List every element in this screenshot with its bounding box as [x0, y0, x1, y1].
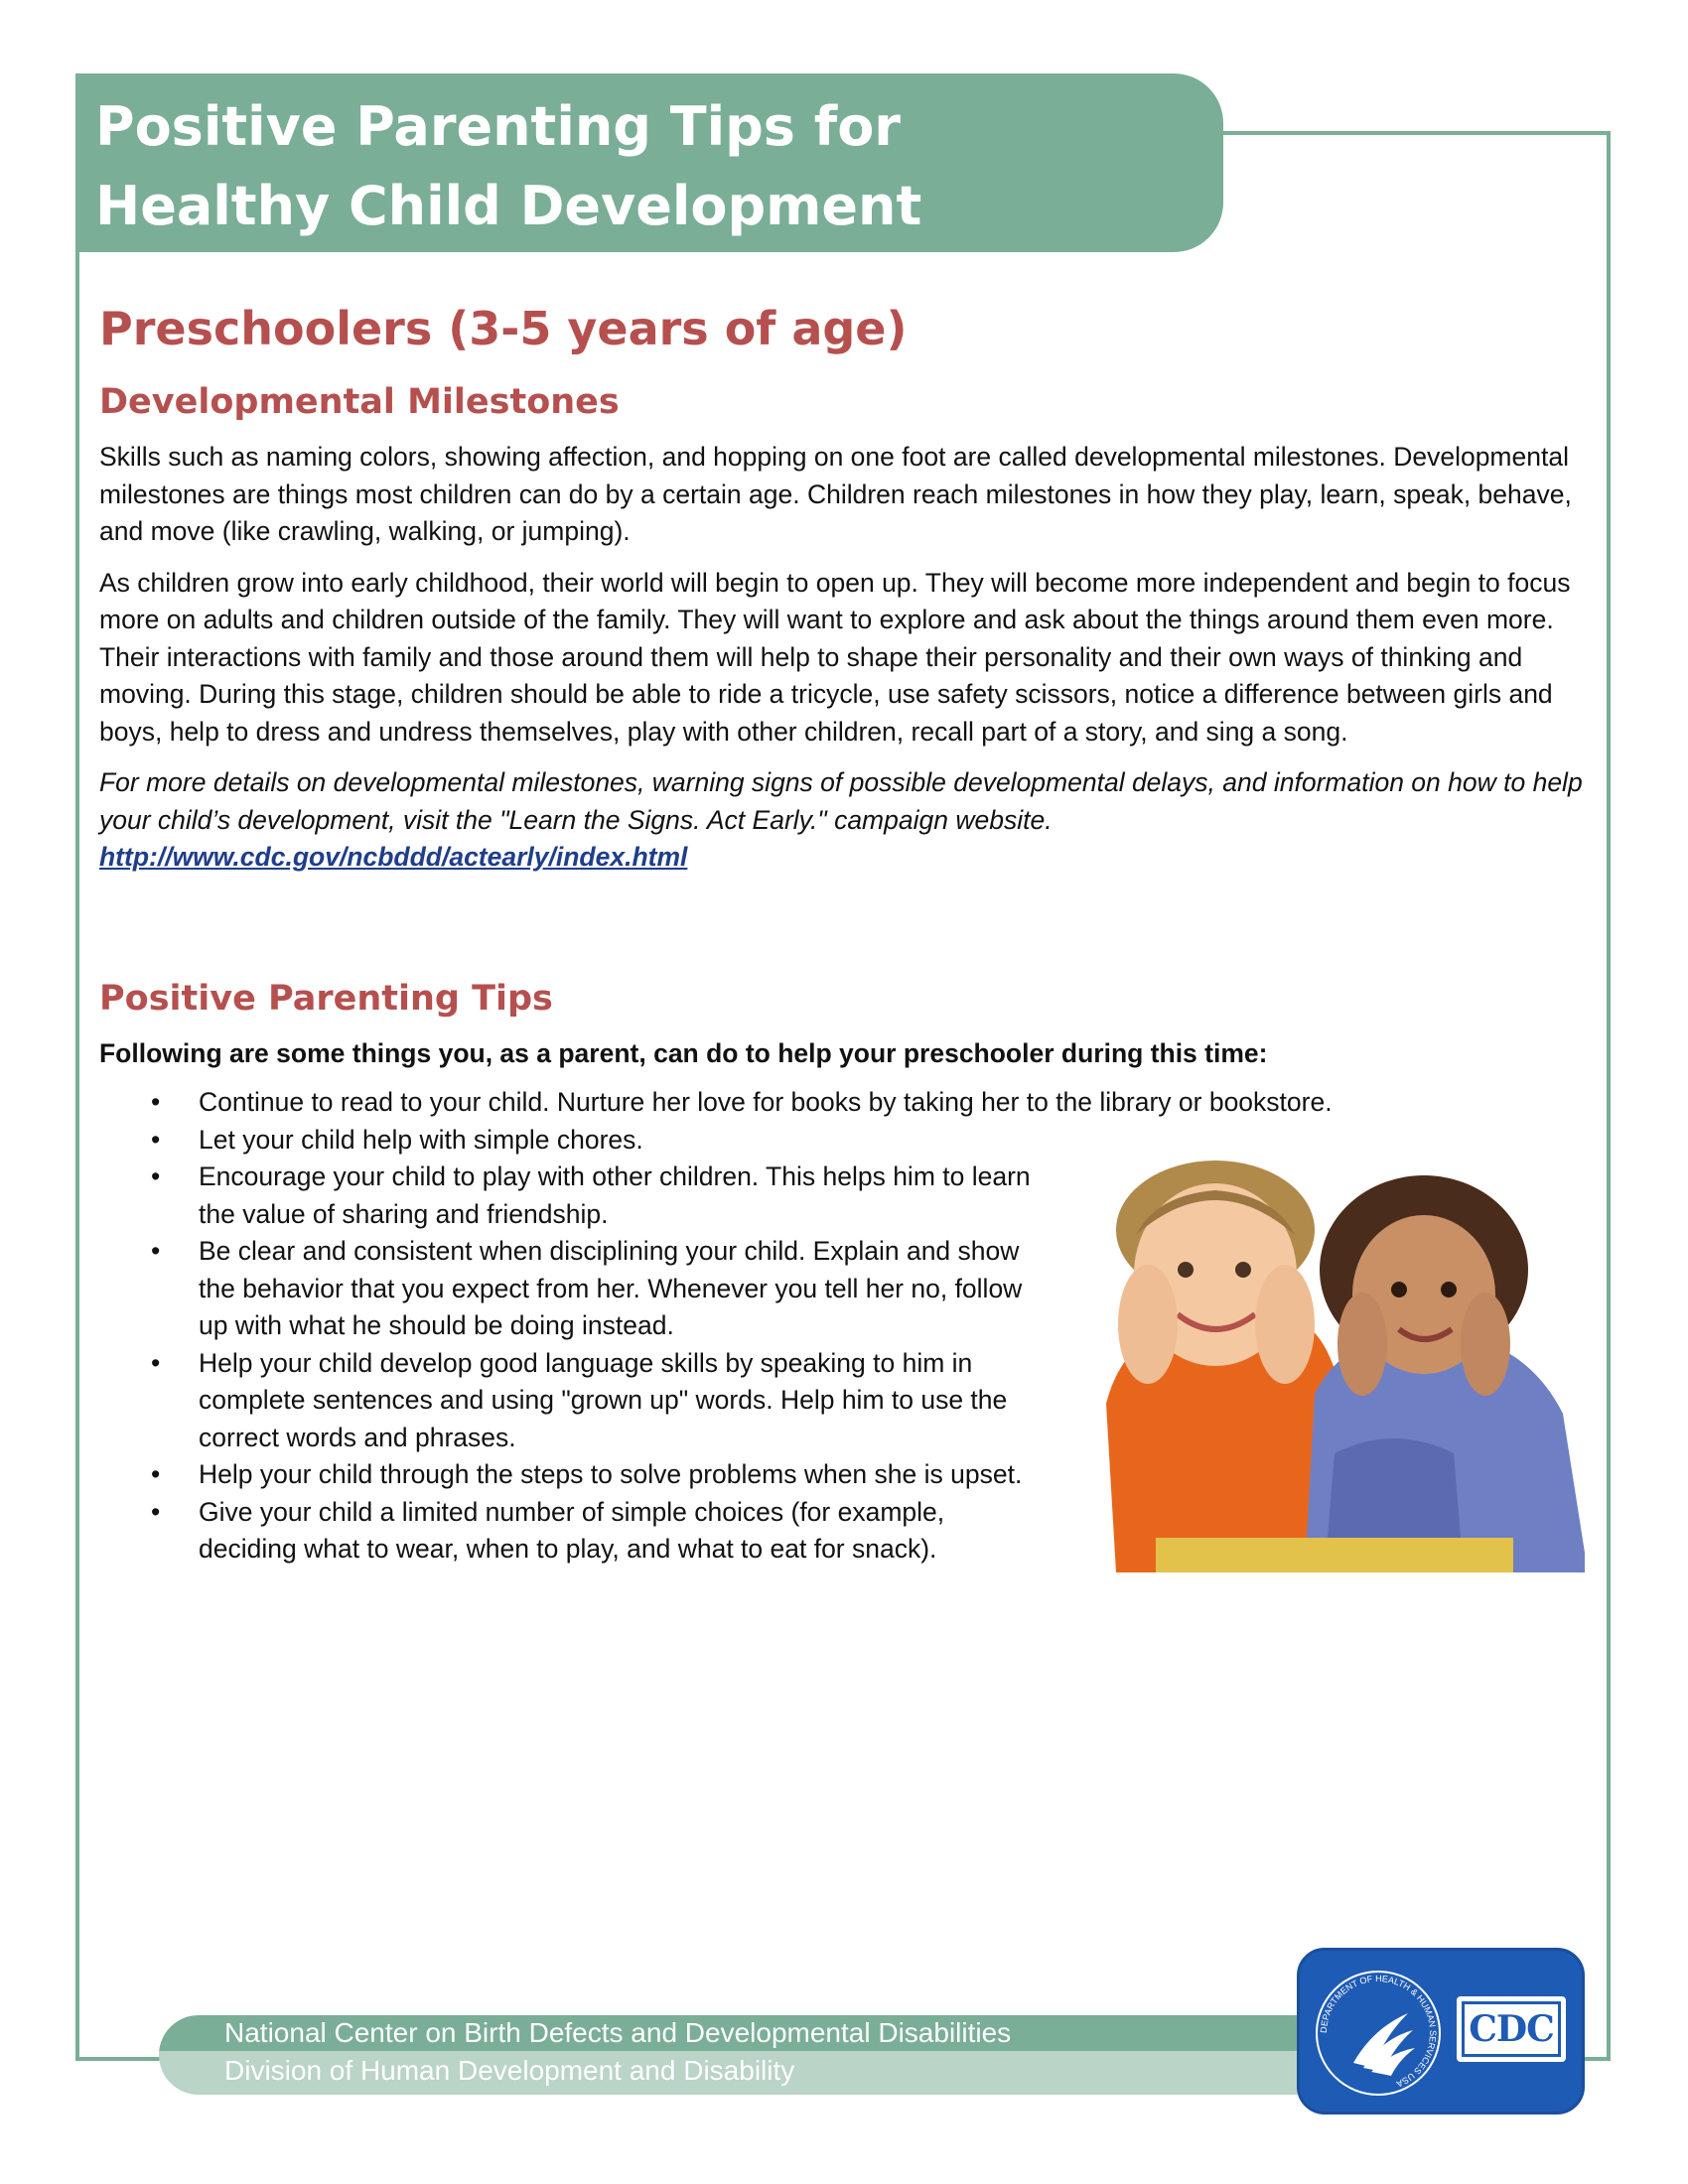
seal-text: DEPARTMENT OF HEALTH & HUMAN SERVICES USA [1318, 1973, 1439, 2090]
actearly-link[interactable]: http://www.cdc.gov/ncbddd/actearly/index.html [99, 842, 688, 872]
cdc-wordmark [1457, 1996, 1566, 2062]
milestones-paragraph-2: As children grow into early childhood, their world will begin to open up. They will become more independent and begin to focus more on adults and children outside of the family. They will want to explore and ask about the things around them even more. Their interactions with family and those around them will help to shape their personality and their own ways of thinking and moving. During this stage, children should be able to ride a tricycle, use safety scissors, notice a difference between girls and boys, help to dress and undress themselves, play with other children, recall part of a story, and sing a song. [99, 567, 1571, 747]
more-details-text: For more details on developmental milestones, warning signs of possible developmental delays, and information on how to help your child’s development, visit the "Learn the Signs. Act Early." campaign website. [99, 767, 1583, 835]
list-item: • Give your child a limited number of simple choices (for example, deciding what to wear, when to play, and what to eat for snack). [99, 1494, 1033, 1569]
header-title-line1: Positive Parenting Tips for [95, 95, 901, 158]
tips-lead: Following are some things you, as a parent, can do to help your preschooler during this time: [99, 1037, 1268, 1068]
tips-heading: Positive Parenting Tips [99, 978, 553, 1019]
cdc-text: CDC [1462, 2001, 1561, 2057]
milestones-paragraph-1: Skills such as naming colors, showing affection, and hopping on one foot are called developmental milestones. Developmental milestones are things most children can do by a certain age. Children reach milestones in how they play, learn, speak, behave, and move (like crawling, walking, or jumping). [99, 442, 1572, 546]
list-item: • Encourage your child to play with other children. This helps him to learn the value of sharing and friendship. [99, 1159, 1033, 1233]
list-item: • Let your child help with simple chores. [99, 1122, 1589, 1160]
header-banner [75, 73, 1223, 252]
header-title [95, 87, 1223, 246]
milestones-heading: Developmental Milestones [99, 382, 620, 422]
hhs-seal-icon [1314, 1969, 1443, 2098]
list-item: • Help your child through the steps to solve problems when she is upset. [99, 1456, 1033, 1494]
footer-center-name: National Center on Birth Defects and Developmental Disabilities [224, 2017, 1012, 2048]
footer-division-name: Division of Human Development and Disability [224, 2055, 795, 2086]
header-title-line2: Healthy Child Development [95, 175, 922, 237]
children-photo [1096, 1156, 1585, 1572]
list-item: • Continue to read to your child. Nurture her love for books by taking her to the library or bookstore. [99, 1084, 1589, 1122]
cdc-logo-badge[interactable] [1297, 1948, 1585, 2115]
footer-bar [159, 2015, 1321, 2095]
list-item: • Help your child develop good language skills by speaking to him in complete sentences and using "grown up" words. Help him to use the correct words and phrases. [99, 1345, 1033, 1457]
page-title: Preschoolers (3-5 years of age) [99, 302, 908, 355]
list-item: • Be clear and consistent when disciplining your child. Explain and show the behavior that you expect from her. Whenever you tell her no, follow up with what he should be doing instead. [99, 1233, 1033, 1345]
